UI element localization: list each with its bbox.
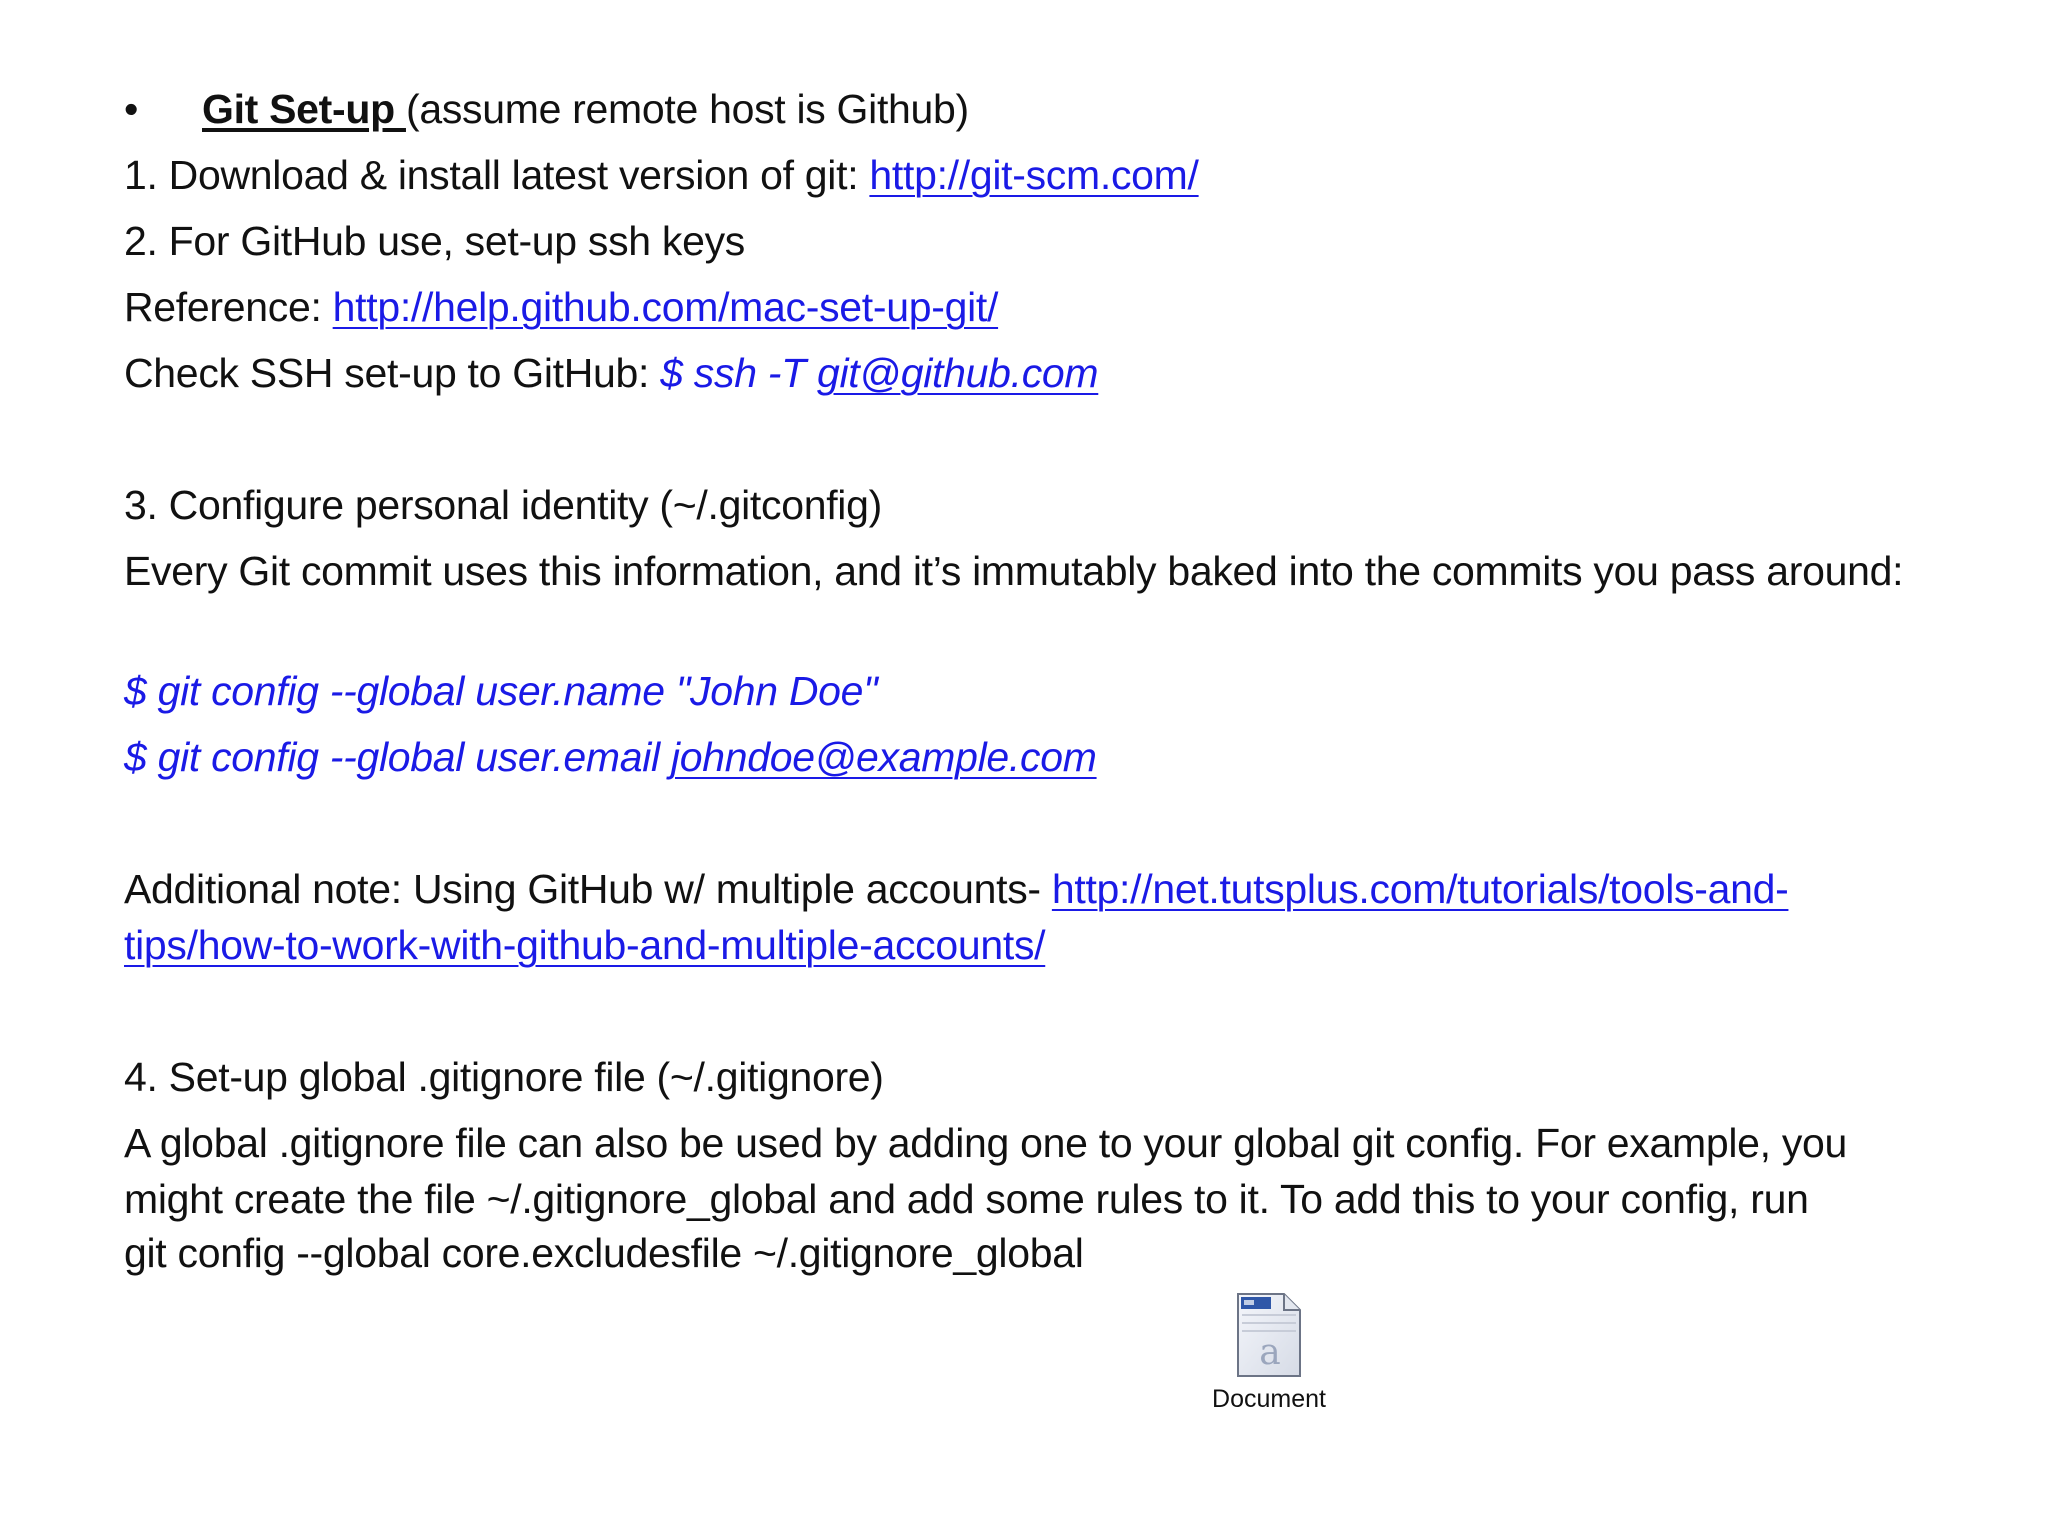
- step-4-line-1: [124, 1116, 1944, 1171]
- step-4-title-text: 4. Set-up global .gitignore file (~/.gitignore): [124, 1054, 884, 1100]
- config-email-command-text: $ git config --global user.email: [124, 734, 671, 780]
- additional-note-line-2: [124, 918, 1944, 973]
- git-github-link[interactable]: git@github.com: [817, 350, 1099, 396]
- email-link[interactable]: johndoe@example.com: [670, 734, 1097, 780]
- step-4-line-3-text: git config --global core.excludesfile ~/.gitignore_global: [124, 1230, 1084, 1276]
- step-4-line-2: [124, 1172, 1944, 1227]
- step-4-title: [124, 1050, 1944, 1105]
- slide-heading: [202, 82, 2022, 137]
- config-email-command: [124, 730, 1944, 785]
- config-name-command-text: $ git config --global user.name "John Doe": [124, 668, 878, 714]
- bullet-point: •: [124, 86, 139, 132]
- config-name-command: [124, 664, 1944, 719]
- additional-note-line-1: [124, 862, 1944, 917]
- git-scm-link[interactable]: http://git-scm.com/: [869, 152, 1199, 198]
- tutsplus-link-part-1[interactable]: http://net.tutsplus.com/tutorials/tools-and-: [1051, 866, 1789, 912]
- document-icon: [1234, 1292, 1304, 1380]
- step-4-line-2-text: might create the file ~/.gitignore_global and add some rules to it. To add this to your config, run: [124, 1176, 1809, 1222]
- step-4-line-3: [124, 1226, 1944, 1281]
- step-3-title-text: 3. Configure personal identity (~/.gitconfig): [124, 482, 882, 528]
- additional-note-label: Additional note: Using GitHub w/ multiple accounts-: [124, 866, 1052, 912]
- ssh-command: $ ssh -T: [660, 350, 817, 396]
- step-3-title: [124, 478, 1944, 533]
- reference-label: Reference:: [124, 284, 333, 330]
- step-2: [124, 214, 1944, 269]
- step-2-text: 2. For GitHub use, set-up ssh keys: [124, 218, 745, 264]
- embedded-document[interactable]: [1205, 1292, 1325, 1422]
- check-ssh-line: [124, 346, 1944, 401]
- github-help-link[interactable]: http://help.github.com/mac-set-up-git/: [332, 284, 999, 330]
- svg-text:a: a: [1259, 1332, 1281, 1373]
- step-1: [124, 148, 1944, 203]
- heading-title: Git Set-up: [202, 86, 406, 132]
- check-ssh-label: Check SSH set-up to GitHub:: [124, 350, 661, 396]
- step-1-text: 1. Download & install latest version of git:: [124, 152, 870, 198]
- reference-line: [124, 280, 1944, 335]
- document-label: Document: [1212, 1385, 1326, 1413]
- heading-note: (assume remote host is Github): [405, 86, 969, 132]
- step-3-description-text: Every Git commit uses this information, and it’s immutably baked into the commits you pass around:: [124, 548, 1904, 594]
- step-4-line-1-text: A global .gitignore file can also be used by adding one to your global git config. For example, you: [124, 1120, 1848, 1166]
- tutsplus-link-part-2[interactable]: tips/how-to-work-with-github-and-multiple-accounts/: [124, 922, 1046, 968]
- step-3-description: [124, 544, 1924, 599]
